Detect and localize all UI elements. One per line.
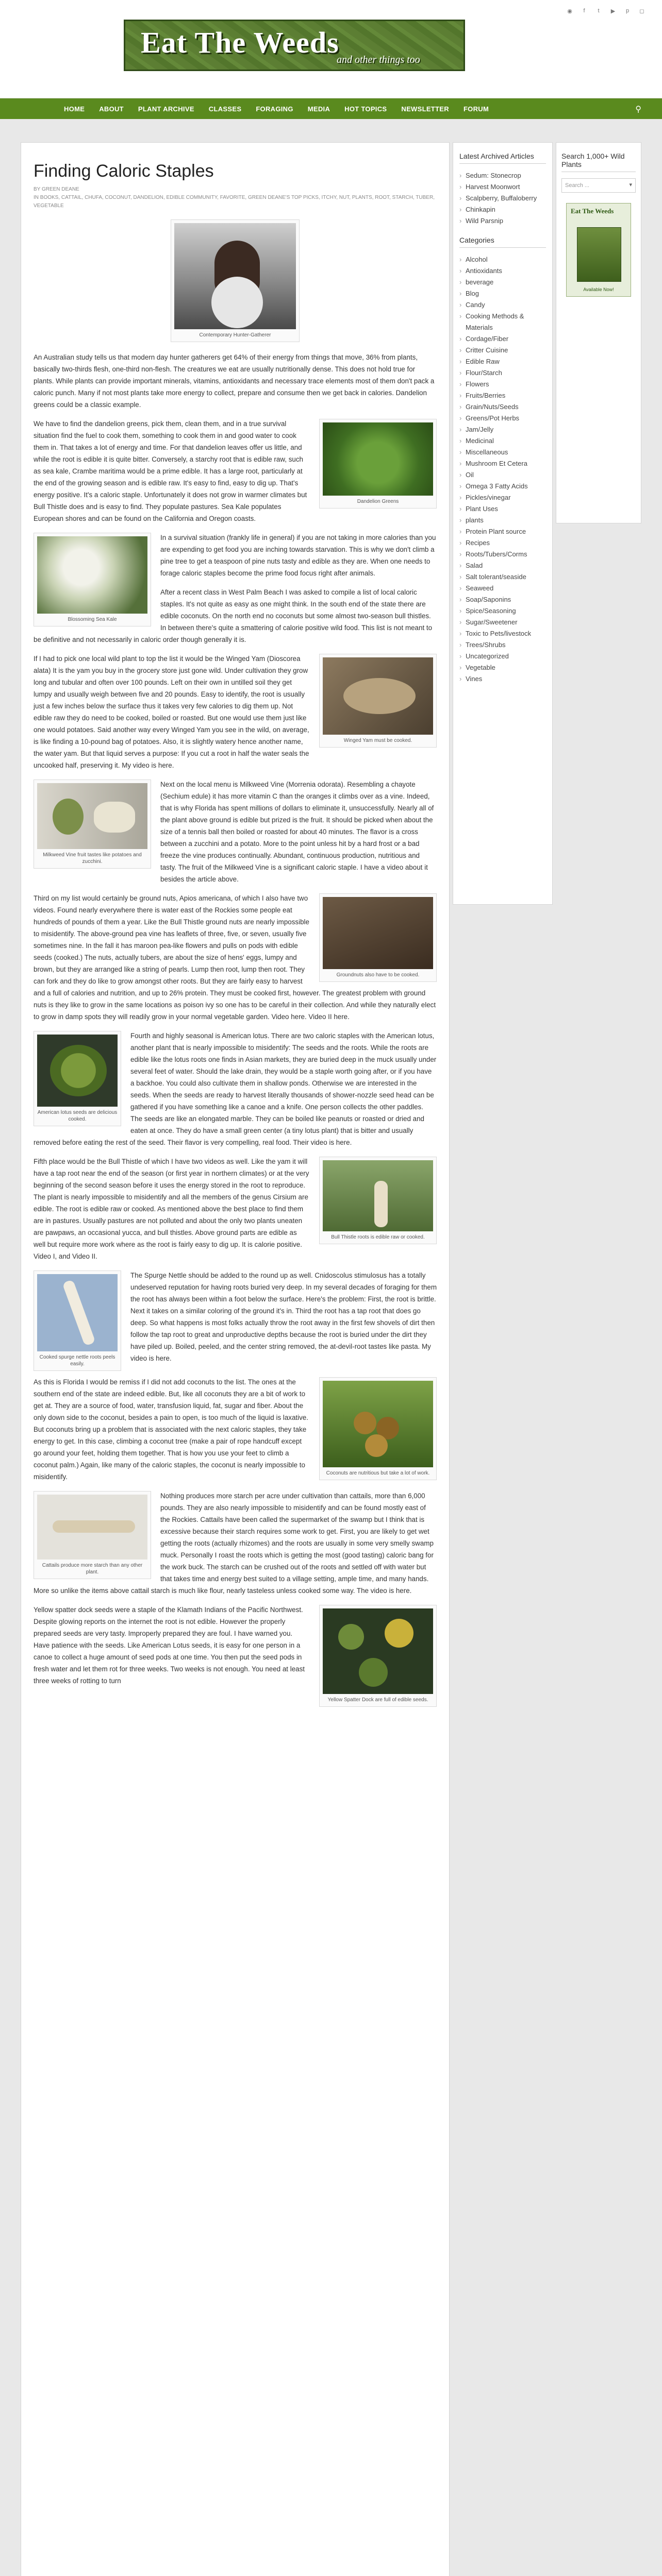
category-item[interactable]: › Vines [459,673,546,685]
milkweed-vine-image [37,783,147,849]
paragraph-8: Fourth and highly seasonal is American lotus. There are two caloric staples with the American lotus, another plant that is nearly impossible to misidentify: The seeds and the roots. While the roots are edible like the lotus roots one finds in Asian markets, they are buried deep in the muck usually under several feet of water. Should the lake drain, they would be a staple worth going after, or if you have a backhoe. You could also cultivate them in shallow ponds. Otherwise we are interested in the seeds. When the seeds are ready to harvest literally thousands of shower-nozzle seed head can be gathered if you have something like a canoe and a knife. One person collects the other paddles. The seeds are like an elongated marble. They can be boiled like peanuts or roasted or dried and eaten at once. They do have a small green center (a tiny lotus plant) that is bitter and usually removed before eating the rest of the seed. Their flavor is very compelling, real food. Their video is here. [34,1032,437,1146]
category-item[interactable]: › Antioxidants [459,265,546,277]
figure-caption: Cooked spurge nettle roots peels easily. [39,1354,115,1367]
category-item[interactable]: › Candy [459,299,546,311]
category-item[interactable]: › Blog [459,288,546,299]
article-author[interactable]: BY GREEN DEANE [34,187,79,192]
hunter-gatherer-image [174,223,296,329]
paragraph-11: As this is Florida I would be remiss if I did not add coconuts to the list. The ones at the southern end of the state are indeed edible. But, like all coconuts they are a bit of work to get at. They are a source of food, water, transfusion liquid, fat, sugar and fiber. About the only down side to the coconut, besides a pain to open, is too much of the liquid is laxative. But coconuts bring up a problem that is associated with the next caloric staples, they take energy to get. In this case, climbing a coconut tree (make a pair of rope handcuff except go around your feet, holding them together. That is how you use your feet to climb a coconut palm.) Again, like many of the caloric staples, the coconut is nearly impossible to misidentify. [34,1378,308,1481]
figure-hunter-gatherer [171,219,300,342]
archived-item[interactable]: › Chinkapin [459,204,546,215]
categories-list [459,254,546,685]
category-item[interactable]: › Uncategorized [459,651,546,662]
paragraph-10: The Spurge Nettle should be added to the round up as well. Cnidoscolus stimulosus has a totally undeserved reputation for having roots buried very deep. In my several decades of foraging for them the root has always been within a foot below the surface. Here's the problem: First, the root is brittle. Next it takes on a similar coloring of the ground it's in. Third the root has a tap root that does go deep. So what happens is most folks actually throw the root away in the first few shovels of dirt then follow the tap root to great and unproductive depths because the root is buried under the dirt they have piled up. Boiled, peeled, and the center string removed, the at-devil-root tastes like pasta. My video is here. [130,1272,437,1362]
figure-milkweed-vine [34,779,151,869]
category-item[interactable]: › Salt tolerant/seaside [459,571,546,583]
figure-caption: Winged Yam must be cooked. [343,738,412,743]
category-item[interactable]: › Spice/Seasoning [459,605,546,617]
category-item[interactable]: › Mushroom Et Cetera [459,458,546,469]
category-item[interactable]: › Fruits/Berries [459,390,546,401]
twitter-icon[interactable]: t [598,8,600,14]
categories-heading: Categories [459,236,546,248]
category-item[interactable]: › Greens/Pot Herbs [459,413,546,424]
social-links [566,7,646,14]
sea-kale-image [37,536,147,614]
paragraph-6: Next on the local menu is Milkweed Vine (Morrenia odorata). Resembling a chayote (Sechium edule) it has more vitamin C than the oranges it climbs over as a vine. Indeed, that is why Florida has spent millions of dollars to eliminate it, unsuccessfully. Nearly all of the plant above ground is edible but prized is the fruit. It should be picked when about the size of a tennis ball then boiled or roasted for about 40 minutes. The flavor is a cross between a zucchini and a potato. More to the point unless hit by a hard frost or a bad freeze the vine produces continually. Abundant, continuous production, nutritious and tasty. The fruit of the Milkweed Vine is a significant caloric staple. I have a video about it besides the article above. [160,781,434,883]
paragraph-4: After a recent class in West Palm Beach I was asked to compile a list of local caloric staples. It's not quite as easy as one might think. In the south end of the state there are edible coconuts. On the north end no coconuts but some almost two-season bull thistles. In between there's quite a smattering of calorie positive wild food. This list is not meant to be definitive and not necessarily in caloric order though generally it is. [34,588,433,643]
groundnuts-image [323,897,433,969]
nav-hot-topics[interactable]: HOT TOPICS [344,105,387,113]
archived-item[interactable]: › Scalpberry, Buffaloberry [459,193,546,204]
article-title: Finding Caloric Staples [34,161,214,181]
logo-title: Eat The Weeds [141,26,339,59]
nav-forum[interactable]: FORUM [463,105,489,113]
category-item[interactable]: › Critter Cuisine [459,345,546,356]
nav-newsletter[interactable]: NEWSLETTER [401,105,449,113]
category-item[interactable]: › Jam/Jelly [459,424,546,435]
figure-spatter-dock [319,1605,437,1707]
archived-item[interactable]: › Sedum: Stonecrop [459,170,546,181]
search-placeholder: Search ... [565,182,590,189]
category-item[interactable]: › Roots/Tubers/Corms [459,549,546,560]
figure-caption: Groundnuts also have to be cooked. [336,972,420,978]
sidebar [453,142,553,905]
cattails-image [37,1495,147,1560]
category-item[interactable]: › Plant Uses [459,503,546,515]
site-header [0,0,662,98]
category-item[interactable]: › Cooking Methods & Materials [459,311,546,333]
rss-icon[interactable]: ◉ [567,8,572,14]
paragraph-7: Third on my list would certainly be ground nuts, Apios americana, of which I also have two videos. Found nearly everywhere there is water east of the Rockies some people eat hundreds of pounds of them a year. Like the Bull Thistle ground nuts are nearly impossible to misidentify. The above-ground pea vine has leaflets of three, five, or seven, usually five sometimes nine. In the fall it has maroon pea-like flowers and pulls on pods with edible seeds (cooked.) The nuts, actually tubers, are about the size of hens' eggs, lumpy and brown, but they are arranged like a string of pearls. Lump then root, lump then root. They can fork and they do like to grow amongst other roots. But they are fairly easy to harvest and a full of calories and nutrition, and up to 26% protein. They must be cooked first, however. The greatest problem with ground nuts is they like to grow in the same locations as poison ivy so one has to be careful in their collection. And while they naturally elect to grow in damp spots they will readily grow in your normal vegetable garden. Video here. Video II here. [34,894,436,1021]
category-item[interactable]: › Oil [459,469,546,481]
paragraph-2: We have to find the dandelion greens, pick them, clean them, and in a true survival situation find the fuel to cook them, something to cook them in and good water to cook them in. That takes a lot of energy and time. For that dandelion leaves offer us little, and while the root is edible it is quite bitter. Conversely, a starchy root that is edible raw, such as sea kale, Crambe maritima would be a prime edible. It has a large root, particularly at the end of the growing season and is edible raw. It's easy to find, easy to dig up. That's energy positive. It's a caloric staple. Unfortunately it does not grow in warmer climates but Bull Thistle does and is easy to find. They populate pastures. Sea Kale populates European shores and can be found on the California and Oregon coasts. [34,420,307,522]
paragraph-3: In a survival situation (frankly life in general) if you are not taking in more calories than you are expending to get food you are inching towards starvation. This is why we don't climb a pine tree to get a teaspoon of pine nuts tasty and edible as they are. When one needs to forage caloric staples become the prime food focus right after animals. [160,534,436,577]
category-item[interactable]: › Flour/Starch [459,367,546,379]
chevron-down-icon[interactable]: ▾ [629,182,632,188]
pinterest-icon[interactable]: p [625,8,630,14]
nav-media[interactable]: MEDIA [307,105,330,113]
category-item[interactable]: › Alcohol [459,254,546,265]
ad-title: Eat The Weeds [571,207,614,215]
youtube-icon[interactable]: ▶ [610,8,616,14]
site-logo[interactable] [124,20,465,71]
paragraph-5: If I had to pick one local wild plant to top the list it would be the Winged Yam (Dioscorea alata) It is the yam you buy in the grocery store just gone wild. Under cultivation they grow long and tubular and often over 100 pounds. Left on their own in untilled soil they get lumpy and usually weigh between five and 20 pounds. Easy to identify, the root is usually just a few inches below the surface thus it takes very few calories to dig them up. Not edible raw they do need to be cooked, boiled or roasted. But one would use them just like one would potatoes. Said another way every Winged Yam you see in the wild, on average, is like finding a 10-pound bag of potatoes. Also, it is slightly watery hence another name, the water yam. But that liquid serves a purpose: If you cut a root in half the water seals the uncooked half, preserving it. My video is here. [34,655,309,769]
category-item[interactable]: › Vegetable [459,662,546,673]
article [21,142,450,2576]
archived-item[interactable]: › Wild Parsnip [459,215,546,227]
search-heading: Search 1,000+ Wild Plants [561,152,636,172]
paragraph-12: Nothing produces more starch per acre under cultivation than cattails, more than 6,000 pounds. They are also nearly impossible to misidentify and can be found mostly east of the Rockies. Cattails have been called the supermarket of the swamp but I think that is excessive because their starch requires some work to get. First, you are likely to get wet getting the roots (actually rhizomes) and the roots are usually in some very smelly swamp muck. Personally I roast the roots which is getting the most (good tasting) caloric bang for the work buck. The starch can be crushed out of the roots and settled off with water but that takes time and energy best suited to a village setting, ample time, and many hands. More so unlike the items above cattail starch is much like flour, nearly tasteless unless cooked some way. The video is here. [34,1492,434,1595]
archived-heading: Latest Archived Articles [459,152,546,164]
figure-caption: Milkweed Vine fruit tastes like potatoes and zucchini. [43,852,142,865]
category-item[interactable]: › Pickles/vinegar [459,492,546,503]
figure-caption: Contemporary Hunter-Gatherer [199,332,271,338]
bull-thistle-image [323,1160,433,1231]
category-item[interactable]: › Trees/Shrubs [459,639,546,651]
ad-footer: Available Now! [583,287,614,292]
nav-foraging[interactable]: FORAGING [256,105,293,113]
category-item[interactable]: › Medicinal [459,435,546,447]
category-item[interactable]: › Cordage/Fiber [459,333,546,345]
figure-caption: Coconuts are nutritious but take a lot of work. [326,1470,430,1476]
dandelion-image [323,422,433,496]
main-nav [0,98,662,119]
category-item[interactable]: › Omega 3 Fatty Acids [459,481,546,492]
figure-caption: Bull Thistle roots is edible raw or cooked. [331,1234,425,1240]
figure-caption: Cattails produce more starch than any other plant. [42,1563,143,1575]
figure-caption: American lotus seeds are delicious cooked. [37,1110,118,1122]
spatter-dock-image [323,1608,433,1694]
facebook-icon[interactable]: f [583,8,585,14]
nav-home[interactable]: HOME [64,105,85,113]
logo-subtitle: and other things too [337,54,420,65]
search-icon[interactable]: ⚲ [635,105,641,114]
figure-groundnuts [319,893,437,982]
book-advertisement[interactable] [566,203,631,297]
figure-sea-kale [34,533,151,626]
category-item[interactable]: › beverage [459,277,546,288]
figure-cattails [34,1491,151,1579]
coconuts-image [323,1381,433,1467]
instagram-icon[interactable]: ◻ [639,8,644,14]
nav-plant-archive[interactable]: PLANT ARCHIVE [138,105,194,113]
paragraph-9: Fifth place would be the Bull Thistle of which I have two videos as well. Like the yam it will have a tap root near the end of the season (or first year in northern climates) or at the very beginning of the second season before it uses the energy stored in the root to reproduce. The plant is nearly impossible to misidentify and all the members of the genus Cirsium are edible. The root is edible raw or cooked. As mentioned above the best place to find them are in pastures. Usually pastures are not polluted and about the only two plants uneaten are pawpaws, an occasional yucca, and bull thistles. Above ground parts are edible as well but require more work where as the root is fairly easy to dig up. It is calorie positive. Video I, and Video II. [34,1158,309,1260]
category-item[interactable]: › Seaweed [459,583,546,594]
category-item[interactable]: › Edible Raw [459,356,546,367]
category-item[interactable]: › plants [459,515,546,526]
category-item[interactable]: › Sugar/Sweetener [459,617,546,628]
search-input[interactable] [561,178,636,193]
category-item[interactable]: › Salad [459,560,546,571]
figure-bull-thistle [319,1157,437,1244]
category-item[interactable]: › Miscellaneous [459,447,546,458]
category-item[interactable]: › Recipes [459,537,546,549]
figure-coconuts [319,1377,437,1480]
winged-yam-image [323,657,433,735]
category-item[interactable]: › Protein Plant source [459,526,546,537]
figure-spurge-nettle [34,1270,121,1371]
figure-winged-yam [319,654,437,748]
lotus-seeds-image [37,1035,118,1107]
nav-about[interactable]: ABOUT [99,105,124,113]
paragraph-13: Yellow spatter dock seeds were a staple of the Klamath Indians of the Pacific Northwest. Despite glowing reports on the internet the root is not edible. However the properly prepared seeds are very tasty. Improperly prepared they are foul. I have warned you. Have patience with the seeds. Like American Lotus seeds, it is easy for one person in a canoe to collect a huge amount of seed pods at one time. You then put the seed pods in fresh water and let them rot for three weeks. Two weeks is not enough. You need at least three weeks of rotting to turn [34,1606,305,1685]
figure-american-lotus [34,1031,121,1126]
category-item[interactable]: › Flowers [459,379,546,390]
figure-caption: Blossoming Sea Kale [68,617,117,622]
archived-list [459,170,546,227]
article-meta [34,185,437,210]
nav-classes[interactable]: CLASSES [208,105,242,113]
archived-item[interactable]: › Harvest Moonwort [459,181,546,193]
category-item[interactable]: › Soap/Saponins [459,594,546,605]
figure-caption: Yellow Spatter Dock are full of edible seeds. [327,1697,428,1703]
article-categories: IN BOOKS, CATTAIL, CHUFA, COCONUT, DANDELION, EDIBLE COMMUNITY, FAVORITE, GREEN DEANE'S TOP PICKS, ITCHY, NUT, PLANTS, ROOT, STARCH, TUBER, VEGETABLE [34,195,435,209]
figure-caption: Dandelion Greens [357,499,399,504]
paragraph-1: An Australian study tells us that modern day hunter gatherers get 64% of their energy from things that move, 36% from plants, basically two-thirds flesh, one-third non-flesh. The creatures we eat are usually nutritionally dense. This does not hold true for plants. While plants can provide important minerals, vitamins, antioxidants and necessary trace elements most of them don't pack a caloric punch. Many if not most plants take more energy to collect, prepare and consume then we get back in calories. Dandelion greens could be a classic example. [34,353,435,409]
category-item[interactable]: › Toxic to Pets/livestock [459,628,546,639]
spurge-nettle-image [37,1274,118,1351]
figure-dandelion [319,419,437,509]
category-item[interactable]: › Grain/Nuts/Seeds [459,401,546,413]
search-sidebar [556,142,641,523]
book-cover-image [577,227,621,282]
